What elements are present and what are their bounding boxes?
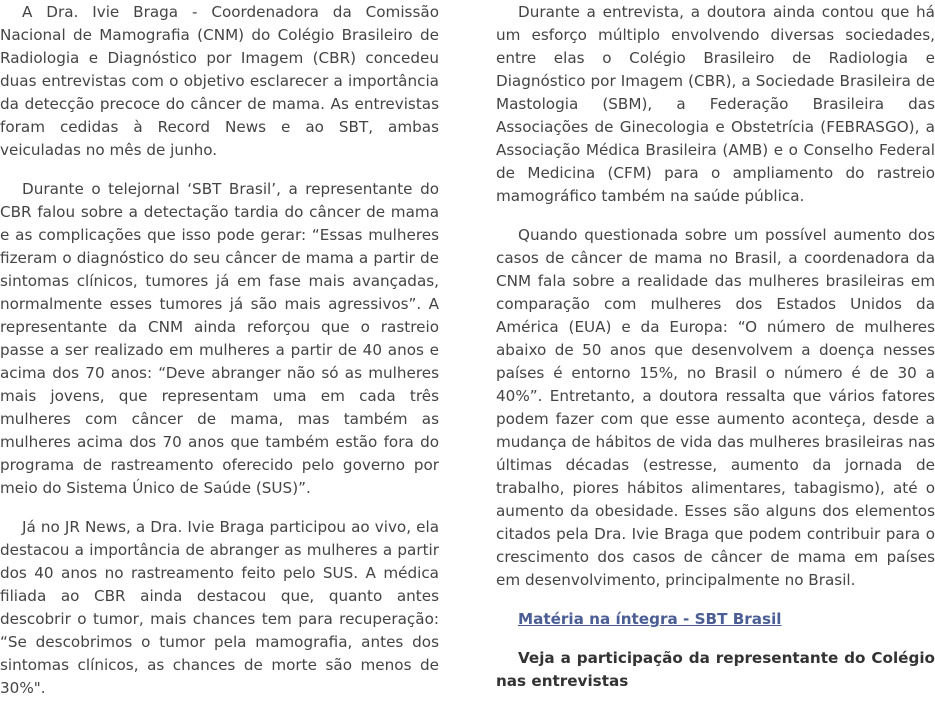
left-column	[0, 1, 439, 716]
sbt-interview-paragraph: Durante o telejornal ‘SBT Brasil’, a representante do CBR falou sobre a detectação tardia do câncer de mama e as complicações que isso pode gerar: “Essas mulheres fizeram o diagnóstico do seu câncer de mama a partir de sintomas clínicos, tumores já em fase mais avançadas, normalmente esses tumores já são mais agressivos”. A representante da CNM ainda reforçou que o rastreio passe a ser realizado em mulheres a partir de 40 anos e acima dos 70 anos: “Deve abranger não só as mulheres mais jovens, que representam uma em cada três mulheres com câncer de mama, mas também as mulheres acima dos 70 anos que também estão fora do programa de rastreamento oferecido pelo governo por meio do Sistema Único de Saúde (SUS)”.	[0, 180, 439, 497]
societies-paragraph: Durante a entrevista, a doutora ainda contou que há um esforço múltiplo envolvendo diversas sociedades, entre elas o Colégio Brasileiro de Radiologia e Diagnóstico por Imagem (CBR), a Sociedade Brasileira de Mastologia (SBM), a Federação Brasileira das Associações de Ginecologia e Obstetrícia (FEBRASGO), a Associação Médica Brasileira (AMB) e o Conselho Federal de Medicina (CFM) para o ampliamento do rastreio mamográfico também na saúde pública.	[496, 3, 935, 205]
right-column	[496, 1, 935, 709]
jr-news-paragraph: Já no JR News, a Dra. Ivie Braga participou ao vivo, ela destacou a importância de abranger as mulheres a partir dos 40 anos no rastreamento feito pelo SUS. A médica filiada ao CBR ainda destacou que, quanto antes descobrir o tumor, mais chances tem para recuperação: “Se descobrimos o tumor pela mamografia, antes dos sintomas clínicos, as chances de morte são menos de 30%".	[0, 518, 439, 697]
sbt-full-article-link[interactable]: Matéria na íntegra - SBT Brasil	[518, 610, 782, 628]
interviews-heading: Veja a participação da representante do Colégio nas entrevistas	[496, 649, 935, 690]
intro-paragraph: A Dra. Ivie Braga - Coordenadora da Comissão Nacional de Mamografia (CNM) do Colégio Brasileiro de Radiologia e Diagnóstico por Imagem (CBR) concedeu duas entrevistas com o objetivo esclarecer a importância da detecção precoce do câncer de mama. As entrevistas foram cedidas à Record News e ao SBT, ambas veiculadas no mês de junho.	[0, 3, 439, 159]
increase-cases-paragraph: Quando questionada sobre um possível aumento dos casos de câncer de mama no Brasil, a coordenadora da CNM fala sobre a realidade das mulheres brasileiras em comparação com mulheres dos Estados Unidos da América (EUA) e da Europa: “O número de mulheres abaixo de 50 anos que desenvolvem a doença nesses países é entorno 15%, no Brasil o número é de 30 a 40%”. Entretanto, a doutora ressalta que vários fatores podem fazer com que esse aumento aconteça, desde a mudança de hábitos de vida das mulheres brasileiras nas últimas décadas (estresse, aumento da jornada de trabalho, piores hábitos alimentares, tabagismo), até o aumento da obesidade. Esses são alguns dos elementos citados pela Dra. Ivie Braga que podem contribuir para o crescimento dos casos de câncer de mama em países em desenvolvimento, principalmente no Brasil.	[496, 226, 935, 589]
link-paragraph	[496, 608, 935, 631]
